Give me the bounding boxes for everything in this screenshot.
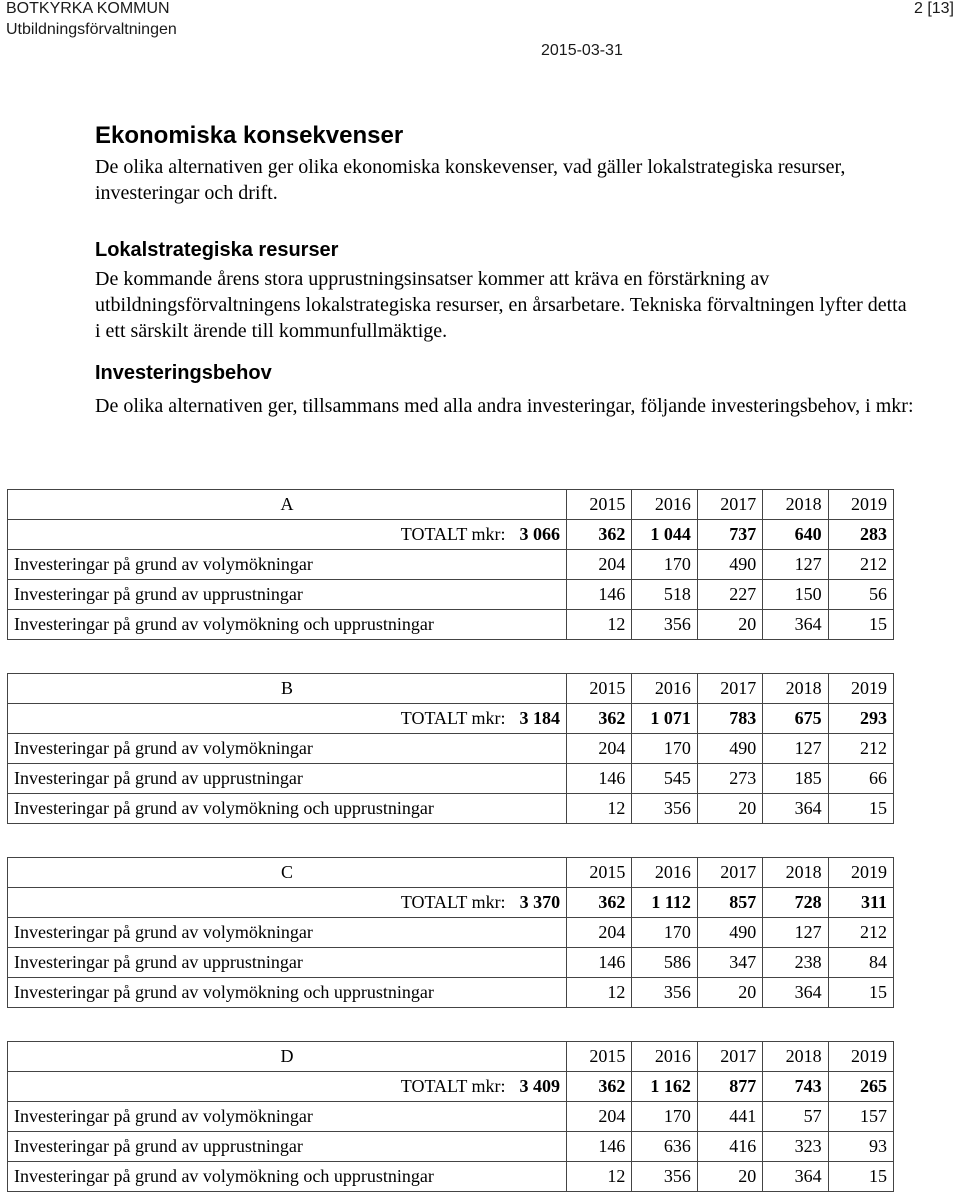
row-label: Investeringar på grund av upprustningar [8, 764, 567, 794]
total-year-cell: 857 [697, 888, 762, 918]
total-year-cell: 283 [828, 520, 893, 550]
section-text-economic: De olika alternativen ger olika ekonomiska konskevenser, vad gäller lokalstrategiska resurser, investeringar och drift. [95, 156, 846, 204]
total-cell [8, 888, 567, 918]
row-label: Investeringar på grund av volymökning och upprustningar [8, 1162, 567, 1192]
section-resources [95, 238, 915, 344]
total-label: TOTALT mkr: [400, 892, 506, 912]
table-total-row [8, 1072, 894, 1102]
document-date: 2015-03-31 [541, 42, 623, 59]
total-year-cell: 362 [567, 520, 632, 550]
value-cell: 170 [632, 1102, 698, 1132]
year-cell: 2018 [763, 858, 828, 888]
alternative-label: C [8, 858, 567, 888]
value-cell: 490 [697, 918, 762, 948]
table-row [8, 1132, 894, 1162]
value-cell: 20 [697, 1162, 762, 1192]
total-cell [8, 704, 567, 734]
section-heading-economic: Ekonomiska konsekvenser [95, 122, 404, 149]
year-cell: 2018 [763, 490, 828, 520]
section-text-investment: De olika alternativen ger, tillsammans med alla andra investeringar, följande investeringsbehov, i mkr: [95, 395, 914, 417]
row-label: Investeringar på grund av volymökning och upprustningar [8, 610, 567, 640]
total-year-cell: 362 [567, 704, 632, 734]
year-cell: 2015 [567, 1042, 632, 1072]
value-cell: 347 [697, 948, 762, 978]
alternative-label: D [8, 1042, 567, 1072]
investment-table-a [7, 489, 894, 640]
year-cell: 2018 [763, 1042, 828, 1072]
document-body [95, 122, 915, 419]
total-year-cell: 1 162 [632, 1072, 698, 1102]
table-row [8, 1162, 894, 1192]
value-cell: 204 [567, 734, 632, 764]
table-total-row [8, 520, 894, 550]
row-label: Investeringar på grund av volymökningar [8, 550, 567, 580]
value-cell: 185 [763, 764, 828, 794]
value-cell: 170 [632, 550, 698, 580]
value-cell: 441 [697, 1102, 762, 1132]
year-cell: 2015 [567, 674, 632, 704]
value-cell: 20 [697, 794, 762, 824]
year-cell: 2017 [697, 674, 762, 704]
section-economic [95, 122, 915, 206]
row-label: Investeringar på grund av volymökningar [8, 1102, 567, 1132]
section-investment [95, 361, 915, 419]
total-label: TOTALT mkr: [400, 708, 506, 728]
value-cell: 146 [567, 1132, 632, 1162]
value-cell: 170 [632, 918, 697, 948]
total-year-cell: 783 [697, 704, 762, 734]
table-row [8, 580, 894, 610]
total-year-cell: 728 [763, 888, 828, 918]
total-label: TOTALT mkr: [400, 1076, 506, 1096]
year-cell: 2018 [763, 674, 828, 704]
year-cell: 2019 [828, 1042, 893, 1072]
value-cell: 127 [763, 918, 828, 948]
value-cell: 364 [763, 978, 828, 1008]
row-label: Investeringar på grund av upprustningar [8, 1132, 567, 1162]
table-header-row [8, 858, 894, 888]
year-cell: 2015 [567, 490, 632, 520]
section-heading-resources: Lokalstrategiska resurser [95, 239, 339, 261]
value-cell: 356 [632, 794, 698, 824]
total-value: 3 184 [519, 708, 561, 728]
total-year-cell: 1 112 [632, 888, 697, 918]
value-cell: 273 [697, 764, 762, 794]
value-cell: 356 [632, 1162, 698, 1192]
year-cell: 2015 [567, 858, 632, 888]
total-year-cell: 737 [697, 520, 762, 550]
value-cell: 323 [763, 1132, 828, 1162]
value-cell: 146 [567, 764, 632, 794]
table-row [8, 918, 894, 948]
value-cell: 56 [828, 580, 893, 610]
table-row [8, 978, 894, 1008]
department-name: Utbildningsförvaltningen [6, 21, 177, 38]
value-cell: 146 [567, 580, 632, 610]
total-cell [8, 520, 567, 550]
total-year-cell: 293 [828, 704, 893, 734]
row-label: Investeringar på grund av volymökning och upprustningar [8, 794, 567, 824]
total-year-cell: 1 044 [632, 520, 698, 550]
row-label: Investeringar på grund av upprustningar [8, 948, 567, 978]
value-cell: 636 [632, 1132, 698, 1162]
year-cell: 2017 [697, 490, 762, 520]
value-cell: 15 [828, 794, 893, 824]
year-cell: 2016 [632, 1042, 698, 1072]
value-cell: 212 [828, 918, 893, 948]
page-number: 2 [13] [913, 0, 954, 17]
value-cell: 204 [567, 1102, 632, 1132]
value-cell: 15 [828, 1162, 893, 1192]
table-header-row [8, 674, 894, 704]
value-cell: 204 [567, 550, 632, 580]
year-cell: 2016 [632, 674, 698, 704]
table-row [8, 764, 894, 794]
value-cell: 84 [828, 948, 893, 978]
total-year-cell: 311 [828, 888, 893, 918]
value-cell: 170 [632, 734, 698, 764]
table-row [8, 550, 894, 580]
value-cell: 12 [567, 794, 632, 824]
value-cell: 545 [632, 764, 698, 794]
value-cell: 490 [697, 550, 762, 580]
row-label: Investeringar på grund av upprustningar [8, 580, 567, 610]
section-heading-investment: Investeringsbehov [95, 362, 272, 384]
total-year-cell: 265 [828, 1072, 893, 1102]
value-cell: 364 [763, 794, 828, 824]
investment-table-b [7, 673, 894, 824]
total-year-cell: 640 [763, 520, 828, 550]
value-cell: 20 [697, 978, 762, 1008]
value-cell: 490 [697, 734, 762, 764]
row-label: Investeringar på grund av volymökningar [8, 734, 567, 764]
value-cell: 204 [567, 918, 632, 948]
year-cell: 2016 [632, 858, 697, 888]
value-cell: 20 [697, 610, 762, 640]
total-year-cell: 1 071 [632, 704, 698, 734]
year-cell: 2017 [697, 1042, 762, 1072]
value-cell: 12 [567, 1162, 632, 1192]
value-cell: 356 [632, 978, 697, 1008]
value-cell: 15 [828, 610, 893, 640]
year-cell: 2016 [632, 490, 698, 520]
value-cell: 364 [763, 610, 828, 640]
section-text-resources: De kommande årens stora upprustningsinsatser kommer att kräva en förstärkning av utbildningsförvaltningens lokalstrategiska resurser, en årsarbetare. Tekniska förvaltningen lyfter detta i ett särskilt ärende till kommunfullmäktige. [95, 268, 907, 342]
year-cell: 2017 [697, 858, 762, 888]
investment-table-d [7, 1041, 894, 1192]
total-year-cell: 362 [567, 1072, 632, 1102]
total-value: 3 370 [519, 892, 561, 912]
year-cell: 2019 [828, 674, 893, 704]
value-cell: 127 [763, 734, 828, 764]
total-year-cell: 877 [697, 1072, 762, 1102]
value-cell: 127 [763, 550, 828, 580]
value-cell: 416 [697, 1132, 762, 1162]
value-cell: 12 [567, 978, 632, 1008]
alternative-label: A [8, 490, 567, 520]
organization-name: BOTKYRKA KOMMUN [6, 0, 170, 17]
table-header-row [8, 1042, 894, 1072]
year-cell: 2019 [828, 490, 893, 520]
year-cell: 2019 [828, 858, 893, 888]
value-cell: 364 [763, 1162, 828, 1192]
total-cell [8, 1072, 567, 1102]
value-cell: 146 [567, 948, 632, 978]
table-total-row [8, 704, 894, 734]
value-cell: 227 [697, 580, 762, 610]
value-cell: 356 [632, 610, 698, 640]
table-row [8, 1102, 894, 1132]
value-cell: 586 [632, 948, 697, 978]
table-total-row [8, 888, 894, 918]
table-row [8, 948, 894, 978]
total-label: TOTALT mkr: [400, 524, 506, 544]
total-year-cell: 362 [567, 888, 632, 918]
total-year-cell: 743 [763, 1072, 828, 1102]
value-cell: 212 [828, 550, 893, 580]
value-cell: 93 [828, 1132, 893, 1162]
row-label: Investeringar på grund av volymökning och upprustningar [8, 978, 567, 1008]
value-cell: 150 [763, 580, 828, 610]
table-row [8, 794, 894, 824]
value-cell: 15 [828, 978, 893, 1008]
table-header-row [8, 490, 894, 520]
table-row [8, 734, 894, 764]
value-cell: 157 [828, 1102, 893, 1132]
value-cell: 66 [828, 764, 893, 794]
row-label: Investeringar på grund av volymökningar [8, 918, 567, 948]
table-row [8, 610, 894, 640]
value-cell: 212 [828, 734, 893, 764]
total-value: 3 066 [519, 524, 561, 544]
total-value: 3 409 [519, 1076, 561, 1096]
total-year-cell: 675 [763, 704, 828, 734]
value-cell: 518 [632, 580, 698, 610]
value-cell: 12 [567, 610, 632, 640]
value-cell: 238 [763, 948, 828, 978]
alternative-label: B [8, 674, 567, 704]
investment-table-c [7, 857, 894, 1008]
value-cell: 57 [763, 1102, 828, 1132]
